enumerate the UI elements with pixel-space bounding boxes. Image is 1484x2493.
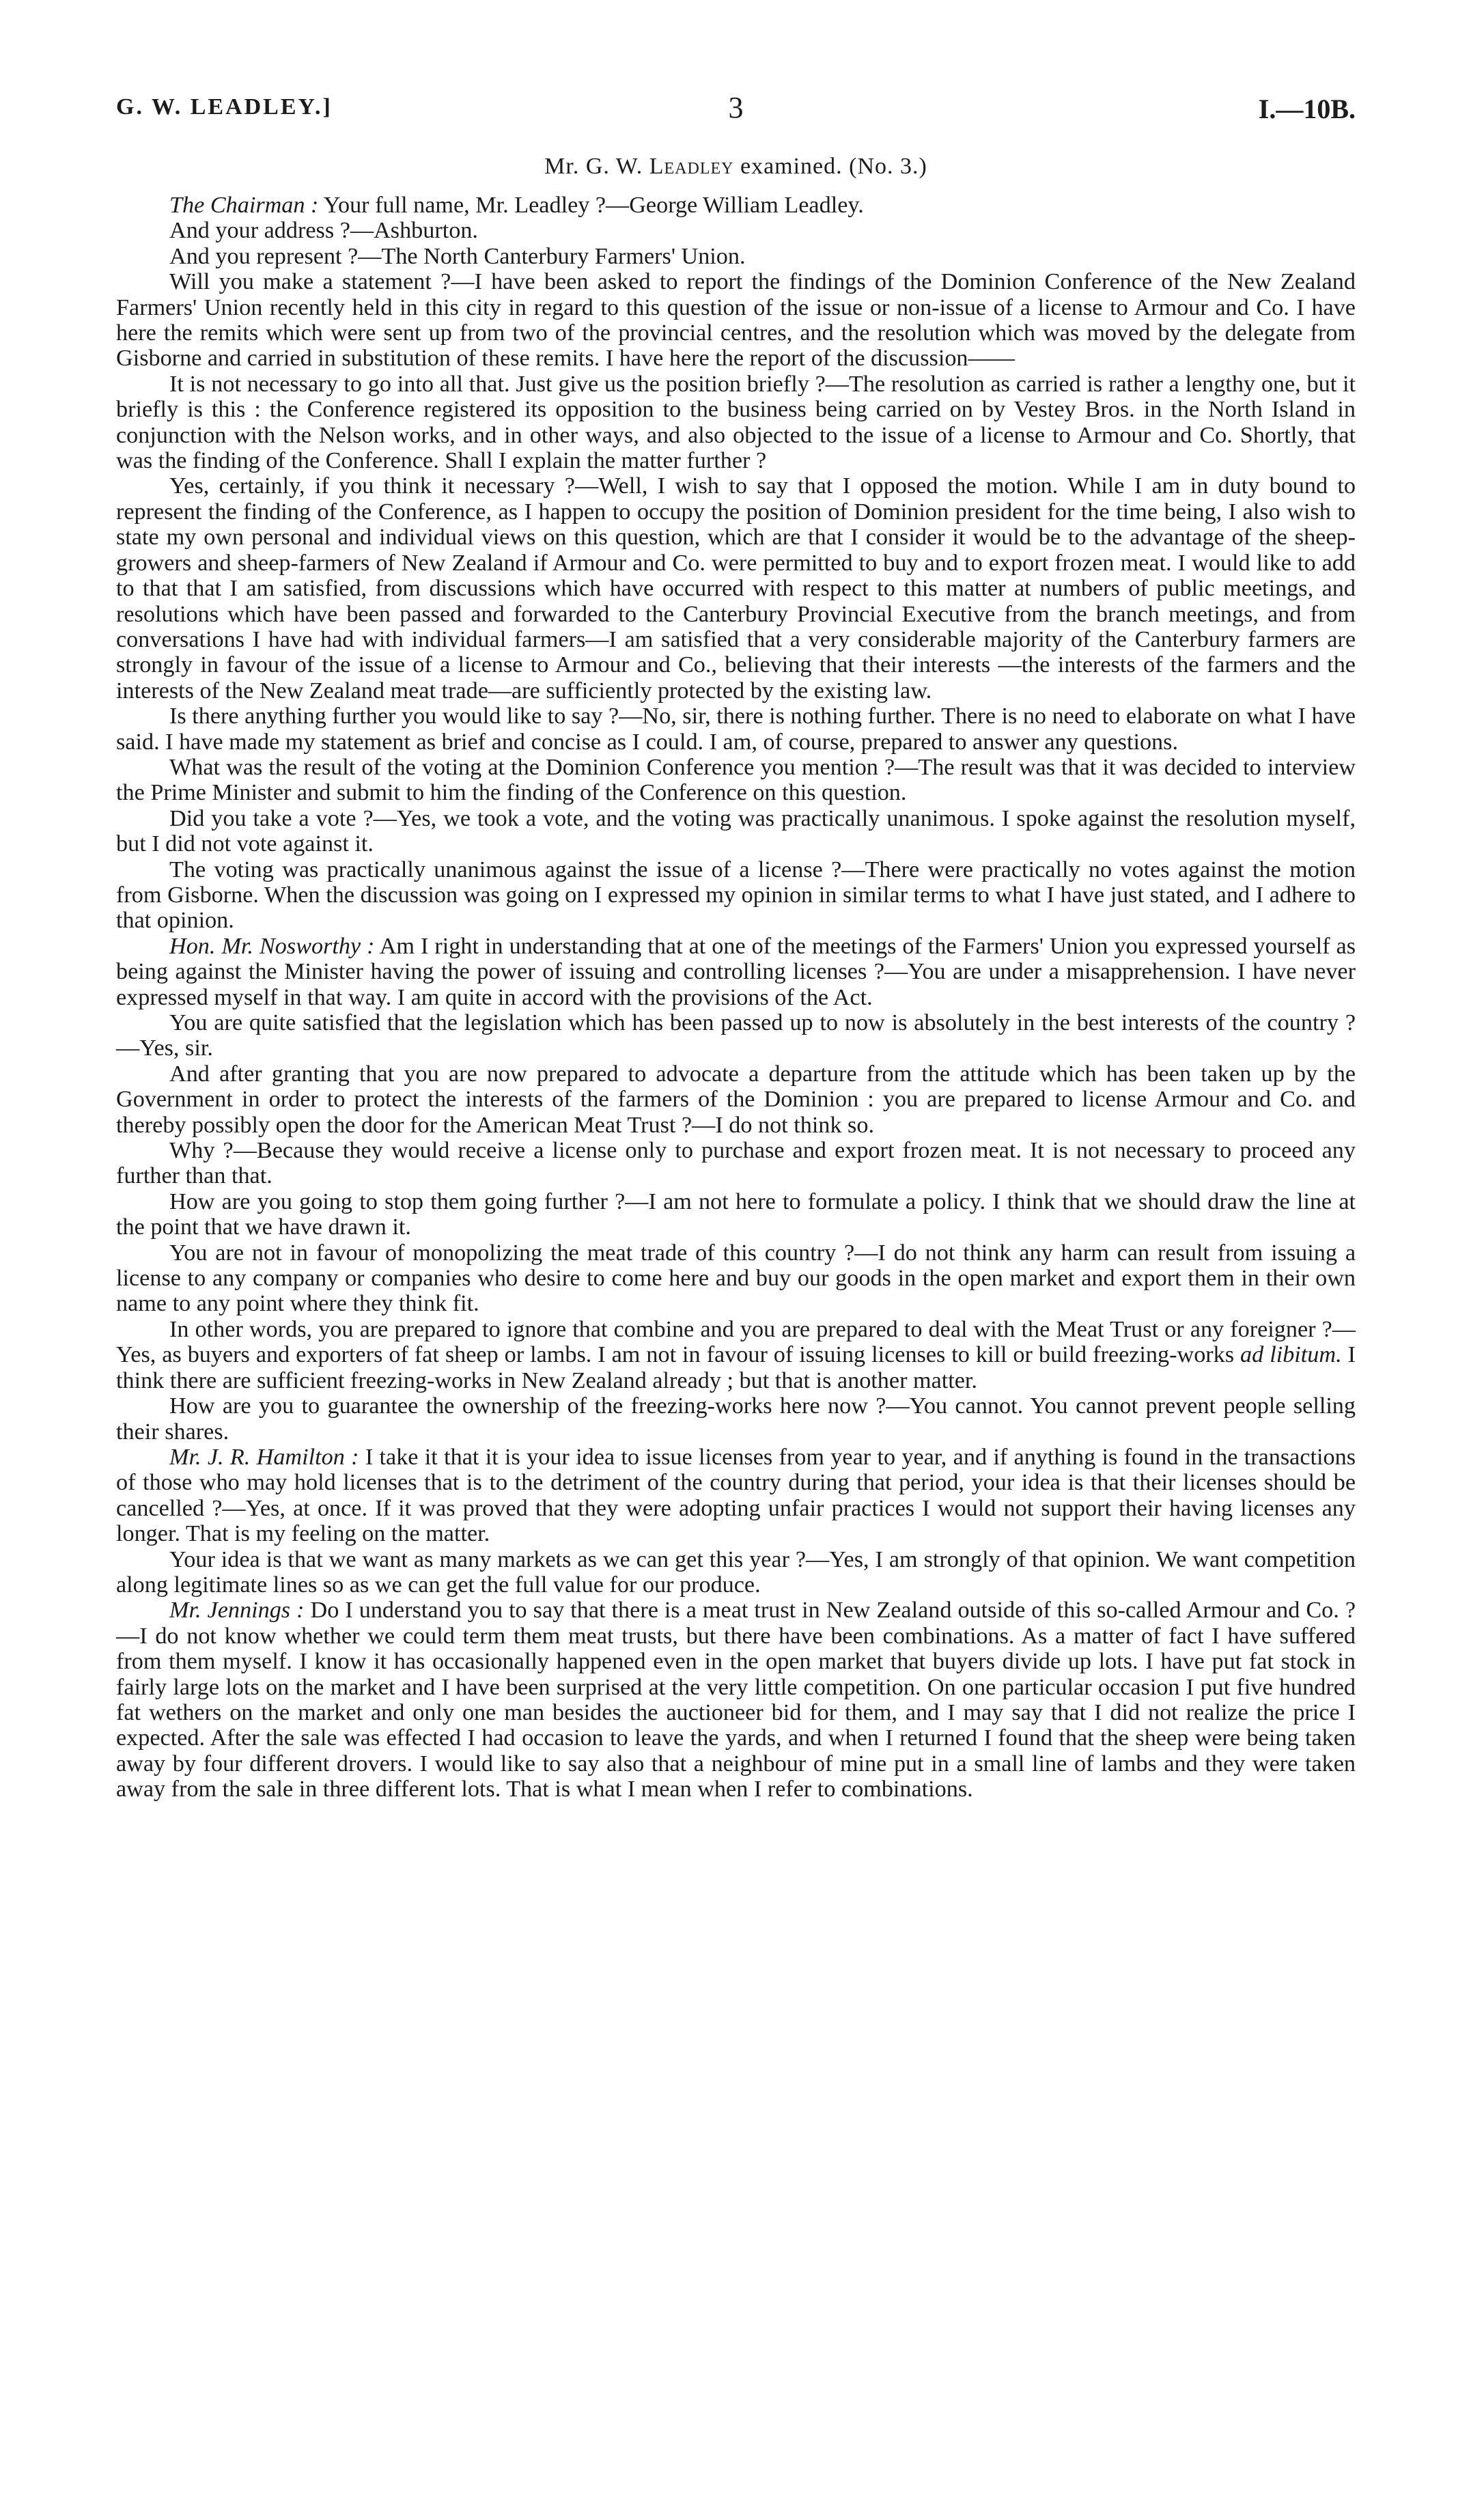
paragraph-text: Am I right in understanding that at one of the meetings of the Farmers' Union you expressed yourself as being against the Minister having the power of issuing and controlling licenses ?—You are under a misapprehension. I have never expressed myself in that way. I am quite in accord with the provisions of the Act. <box>116 933 1356 1010</box>
paragraph-text: I think there are sufficient freezing-works in New Zealand already ; but that is another matter. <box>116 1342 1356 1393</box>
paragraph-text: And after granting that you are now prepared to advocate a departure from the attitude which has been taken up by the Government in order to protect the interests of the farmers of the Dominion : you are prepared to license Armour and Co. and thereby possibly open the door for the American Meat Trust ?—I do not think so. <box>116 1061 1356 1138</box>
paragraph-text: The voting was practically unanimous against the issue of a license ?—There were practically no votes against the motion from Gisborne. When the discussion was going on I expressed my opinion in similar terms to what I have just stated, and I adhere to that opinion. <box>116 856 1356 934</box>
paragraph-text: How are you going to stop them going further ?—I am not here to formulate a policy. I think that we should draw the line at the point that we have drawn it. <box>116 1188 1356 1240</box>
paragraph <box>116 372 1356 474</box>
running-header <box>116 91 1356 135</box>
paragraph-text: In other words, you are prepared to ignore that combine and you are prepared to deal with the Meat Trust or any foreigner ?—Yes, as buyers and exporters of fat sheep or lambs. I am not in favour of issuing licenses to kill or build freezing-works <box>116 1316 1356 1368</box>
paragraph-text: How are you to guarantee the ownership of the freezing-works here now ?—You cannot. You cannot prevent people selling their shares. <box>116 1393 1356 1445</box>
paragraph <box>116 1317 1356 1393</box>
paragraph <box>116 244 1356 269</box>
paragraph <box>116 1598 1356 1802</box>
paragraph-text: Why ?—Because they would receive a license only to purchase and export frozen meat. It is not necessary to proceed any further than that. <box>116 1138 1356 1189</box>
paragraph <box>116 755 1356 806</box>
paragraph <box>116 934 1356 1010</box>
paragraph-text: What was the result of the voting at the Dominion Conference you mention ?—The result was that it was decided to interview the Prime Minister and submit to him the finding of the Conference on this question. <box>116 754 1356 806</box>
title-prefix: Mr. G. W. <box>544 154 649 179</box>
paragraph <box>116 806 1356 857</box>
paragraph-text: Is there anything further you would like to say ?—No, sir, there is nothing further. There is no need to elaborate on what I have said. I have made my statement as brief and concise as I could. I am, of course, prepared to answer any questions. <box>116 704 1356 755</box>
paragraph <box>116 1061 1356 1138</box>
speaker-label: Hon. Mr. Nosworthy : <box>169 933 375 959</box>
paragraph <box>116 1445 1356 1547</box>
paragraph-text: And your address ?—Ashburton. <box>169 218 478 244</box>
title-suffix: examined. (No. 3.) <box>733 154 927 179</box>
paragraph-text: You are quite satisfied that the legislation which has been passed up to now is absolutely in the best interests of the country ?—Yes, sir. <box>116 1010 1356 1061</box>
paragraph <box>116 193 1356 218</box>
speaker-label: Mr. Jennings : <box>169 1598 305 1624</box>
paragraph <box>116 473 1356 704</box>
paragraph-text: And you represent ?—The North Canterbury Farmers' Union. <box>169 243 746 269</box>
paragraph <box>116 1189 1356 1240</box>
paragraph <box>116 857 1356 934</box>
speaker-label: The Chairman : <box>169 193 319 218</box>
paragraph <box>116 269 1356 372</box>
paragraph <box>116 1138 1356 1189</box>
document-reference: I.—10B. <box>1258 94 1356 124</box>
paragraph-text: It is not necessary to go into all that. Just give us the position briefly ?—The resolution as carried is rather a lengthy one, but it briefly is this : the Conference registered its opposition to the business being carried on by Vestey Bros. in the North Island in conjunction with the Nelson works, and in other ways, and also objected to the issue of a license to Armour and Co. Shortly, that was the finding of the Conference. Shall I explain the matter further ? <box>116 371 1356 474</box>
paragraph <box>116 1240 1356 1317</box>
section-title <box>116 154 1356 180</box>
latin-phrase: ad libitum. <box>1240 1342 1342 1368</box>
paragraph-text: Did you take a vote ?—Yes, we took a vote, and the voting was practically unanimous. I spoke against the resolution myself, but I did not vote against it. <box>116 805 1356 857</box>
transcript-body <box>116 193 1356 1802</box>
paragraph-text: Yes, certainly, if you think it necessary ?—Well, I wish to say that I opposed the motion. While I am in duty bound to represent the finding of the Conference, as I happen to occupy the position of Dominion president for the time being, I also wish to state my own personal and individual views on this question, which are that I consider it would be to the advantage of the sheep-growers and sheep-farmers of New Zealand if Armour and Co. were permitted to buy and to export frozen meat. I would like to add to that that I am satisfied, from discussions which have occurred with respect to this matter at numbers of public meetings, and resolutions which have been passed and forwarded to the Canterbury Provincial Executive from the branch meetings, and from conversations I have had with individual farmers—I am satisfied that a very considerable majority of the Canterbury farmers are strongly in favour of the issue of a license to Armour and Co., believing that their interests —the interests of the farmers and the interests of the New Zealand meat trade—are sufficiently protected by the existing law. <box>116 473 1356 704</box>
paragraph <box>116 218 1356 243</box>
paragraph <box>116 1547 1356 1598</box>
paragraph-text: You are not in favour of monopolizing the meat trade of this country ?—I do not think any harm can result from issuing a license to any company or companies who desire to come here and buy our goods in the open market and export them in their own name to any point where they think fit. <box>116 1240 1356 1317</box>
paragraph-text: I take it that it is your idea to issue licenses from year to year, and if anything is found in the transactions of those who may hold licenses that is to the detriment of the country during that period, your idea is that their licenses should be cancelled ?—Yes, at once. If it was proved that they were adopting unfair practices I would not support their having licenses any longer. That is my feeling on the matter. <box>116 1444 1356 1547</box>
page-number: 3 <box>728 91 744 124</box>
speaker-label: Mr. J. R. Hamilton : <box>169 1444 359 1470</box>
paragraph <box>116 1393 1356 1445</box>
paragraph-text: Will you make a statement ?—I have been asked to report the findings of the Dominion Conference of the New Zealand Farmers' Union recently held in this city in regard to this question of the issue or non-issue of a license to Armour and Co. I have here the remits which were sent up from two of the provincial centres, and the resolution which was moved by the delegate from Gisborne and carried in substitution of these remits. I have here the report of the discussion—— <box>116 269 1356 372</box>
paragraph-text: Your full name, Mr. Leadley ?—George William Leadley. <box>318 193 864 218</box>
paragraph <box>116 704 1356 755</box>
paragraph-text: Do I understand you to say that there is a meat trust in New Zealand outside of this so-called Armour and Co. ?—I do not know whether we could term them meat trusts, but there have been combinations. As a matter of fact I have suffered from them myself. I know it has occasionally happened even in the open market that buyers divide up lots. I have put fat stock in fairly large lots on the market and I have been surprised at the very little competition. On one particular occasion I put five hundred fat wethers on the market and only one man besides the auctioneer bid for them, and I may say that I did not realize the price I expected. After the sale was effected I had occasion to leave the yards, and when I returned I found that the sheep were being taken away by four different drovers. I would like to say also that a neighbour of mine put in a small line of lambs and they were taken away from the sale in three different lots. That is what I mean when I refer to combinations. <box>116 1598 1356 1802</box>
title-name: Leadley <box>649 154 734 179</box>
paragraph <box>116 1010 1356 1061</box>
header-author: G. W. LEADLEY.] <box>116 94 333 120</box>
paragraph-text: Your idea is that we want as many markets as we can get this year ?—Yes, I am strongly of that opinion. We want competition along legitimate lines so as we can get the full value for our produce. <box>116 1546 1356 1598</box>
